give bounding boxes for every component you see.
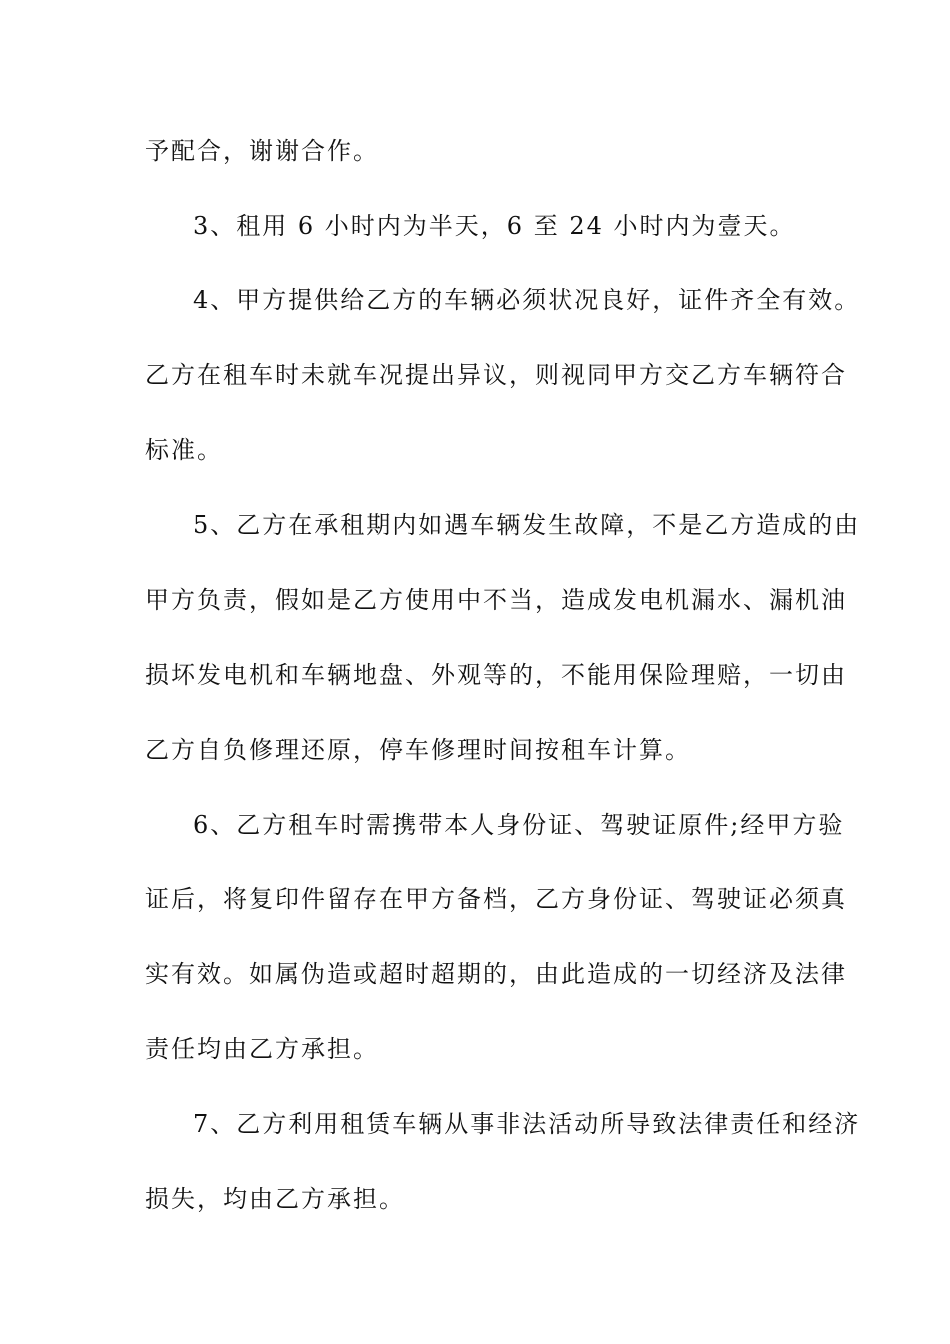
text-line: 6、乙方租车时需携带本人身份证、驾驶证原件;经甲方验 [193, 811, 845, 839]
text-line: 乙方自负修理还原，停车修理时间按租车计算。 [145, 736, 691, 764]
text-line: 予配合，谢谢合作。 [145, 137, 379, 165]
text-line: 标准。 [145, 436, 223, 464]
text-line: 4、甲方提供给乙方的车辆必须状况良好，证件齐全有效。 [193, 286, 861, 314]
text-line: 5、乙方在承租期内如遇车辆发生故障，不是乙方造成的由 [193, 511, 861, 539]
text-line: 7、乙方利用租赁车辆从事非法活动所导致法律责任和经济 [193, 1110, 861, 1138]
text-line: 损失，均由乙方承担。 [145, 1185, 405, 1213]
text-line: 损坏发电机和车辆地盘、外观等的，不能用保险理赔，一切由 [145, 661, 847, 689]
text-line: 3、租用 6 小时内为半天，6 至 24 小时内为壹天。 [193, 212, 796, 240]
text-line: 实有效。如属伪造或超时超期的，由此造成的一切经济及法律 [145, 960, 847, 988]
text-line: 乙方在租车时未就车况提出异议，则视同甲方交乙方车辆符合 [145, 361, 847, 389]
text-line: 责任均由乙方承担。 [145, 1035, 379, 1063]
text-line: 证后，将复印件留存在甲方备档，乙方身份证、驾驶证必须真 [145, 885, 847, 913]
text-line: 甲方负责，假如是乙方使用中不当，造成发电机漏水、漏机油 [145, 586, 847, 614]
